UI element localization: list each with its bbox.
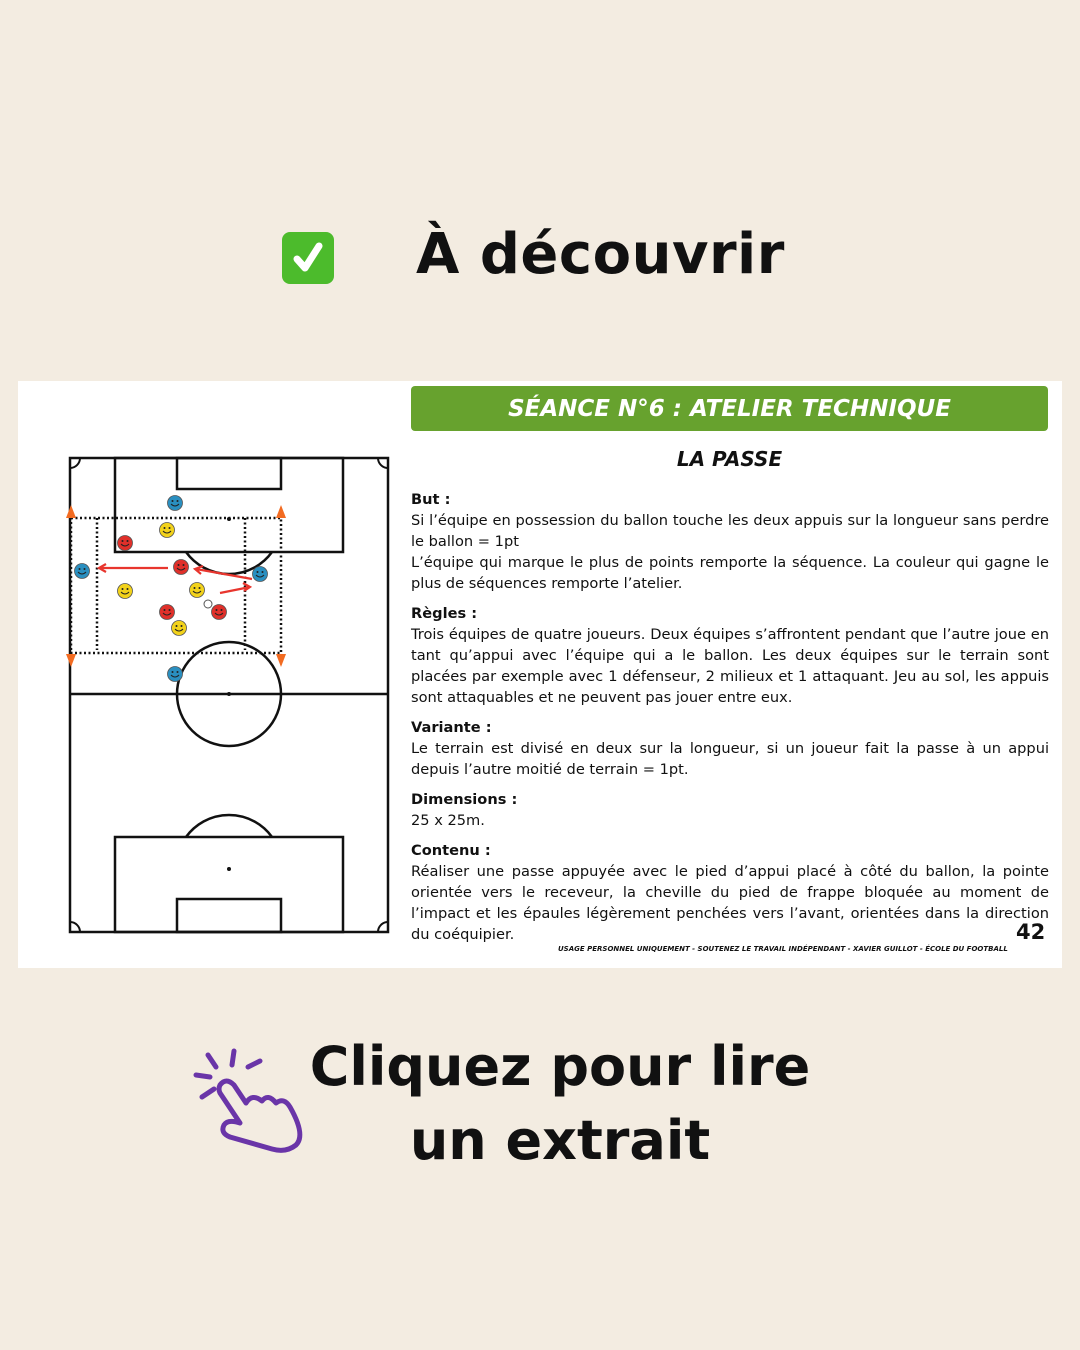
player-red [174,560,189,575]
footer-note: USAGE PERSONNEL UNIQUEMENT - SOUTENEZ LE TRAVAIL INDÉPENDANT - XAVIER GUILLOT - ÉCOLE DU FOOTBALL [558,945,1008,953]
player-red [212,605,227,620]
page-title: À découvrir [416,222,785,287]
section-heading: But : [411,491,451,508]
cta-line-1[interactable]: Cliquez pour lire [309,1035,811,1098]
cone-icon [276,654,286,667]
player-blue [168,667,183,682]
section-heading: Dimensions : [411,791,518,808]
page-number: 42 [1016,920,1046,944]
cone-icon [276,505,286,518]
player-yellow [160,523,175,538]
cone-icon [66,654,76,667]
player-blue [75,564,90,579]
player-blue [168,496,183,511]
player-yellow [118,584,133,599]
player-blue [253,567,268,582]
player-yellow [172,621,187,636]
section-text: Réaliser une passe appuyée avec le pied d’appui placé à côté du ballon, la pointe orientée vers le receveur, la cheville du pied de frappe bloquée au moment de l’impact et les épaules légèrement penchées vers l’avant, orientées dans la direction du coéquipier. [411,863,1049,943]
session-banner: SÉANCE N°6 : ATELIER TECHNIQUE [411,386,1048,431]
ball-icon [204,600,212,608]
section-text: Le terrain est divisé en deux sur la longueur, si un joueur fait la passe à un appui depuis l’autre moitié de terrain = 1pt. [411,740,1049,778]
cone-icon [66,505,76,518]
section-text: 25 x 25m. [411,812,485,829]
session-text [411,489,1049,945]
section-text: Trois équipes de quatre joueurs. Deux équipes s’affrontent pendant que l’autre joue en tant qu’appui avec l’équipe qui a le ballon. Les deux équipes sur le terrain sont placées par exemple avec 1 défenseur, 2 milieux et 1 attaquant. Jeu au sol, les appuis sont attaquables et ne peuvent pas jouer entre eux. [411,626,1049,706]
section-heading: Règles : [411,605,478,622]
pointing-hand-icon [190,1045,310,1155]
player-red [118,536,133,551]
section-heading: Contenu : [411,842,491,859]
section-text: Si l’équipe en possession du ballon touche les deux appuis sur la longueur sans perdre le ballon = 1pt [411,512,1049,550]
session-subtitle: LA PASSE [676,447,783,471]
cta-read-excerpt[interactable] [300,1030,820,1178]
player-yellow [190,583,205,598]
section-heading: Variante : [411,719,492,736]
cta-line-2[interactable]: un extrait [409,1109,711,1172]
player-red [160,605,175,620]
section-text: L’équipe qui marque le plus de points remporte la séquence. La couleur qui gagne le plus de séquences remporte l’atelier. [411,554,1049,592]
